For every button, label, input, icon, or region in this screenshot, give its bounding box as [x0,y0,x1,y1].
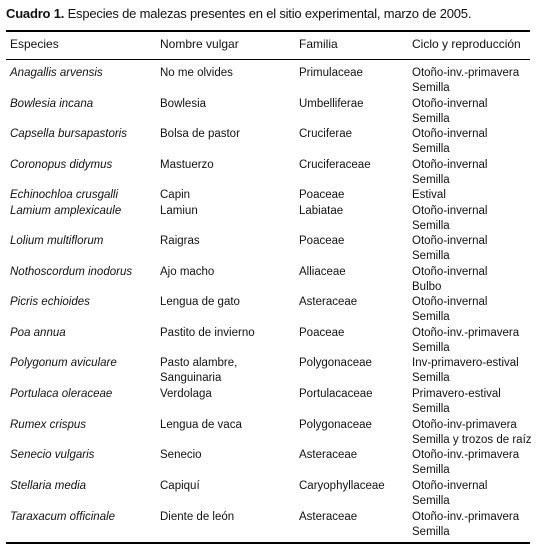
cycle-line: Semilla [412,342,450,354]
common-name-cell [160,127,240,142]
common-name-line: Mastuerzo [160,159,214,171]
cycle-cell [412,326,519,356]
common-name-line: Raigras [160,235,200,247]
cycle-line: Otoño-invernal [412,98,488,110]
species-cell: Capsella bursapastoris [10,128,127,140]
family-cell: Asteraceae [299,296,358,308]
cycle-line: Otoño-inv.-primavera [412,327,520,339]
cycle-line: Semilla y trozos de raíz [412,434,532,446]
cycle-line: Semilla [412,403,450,415]
cycle-line: Semilla [412,526,450,538]
cycle-line: Semilla [412,220,450,232]
cycle-line: Bulbo [412,281,442,293]
common-name-line: Capiquí [160,480,200,492]
cycle-line: Semilla [412,113,450,125]
cycle-line: Primavero-estival [412,388,501,400]
species-cell: Bowlesia incana [10,98,94,110]
cycle-cell [412,448,519,478]
common-name-cell [160,97,206,112]
family-cell: Poaceae [299,235,345,247]
common-name-cell [160,158,214,173]
species-cell: Poa annua [10,327,66,339]
cycle-line: Otoño-invernal [412,128,488,140]
header-familia: Familia [299,37,338,51]
species-cell: Coronopus didymus [10,159,113,171]
family-cell: Cruciferaceae [299,159,371,171]
cycle-cell [412,418,532,448]
common-name-cell [160,234,200,249]
species-cell: Picris echioides [10,296,90,308]
species-cell: Portulaca oleraceae [10,388,113,400]
common-name-cell [160,188,190,203]
species-cell: Stellaria media [10,480,87,492]
cycle-cell [412,158,487,188]
common-name-line: Pasto alambre, [160,357,238,369]
cycle-line: Otoño-invernal [412,480,488,492]
family-cell: Primulaceae [299,67,363,79]
cycle-line: Semilla [412,372,450,384]
family-cell: Poaceae [299,189,345,201]
family-cell: Cruciferae [299,128,353,140]
cycle-cell [412,265,487,295]
cycle-cell [412,510,519,540]
species-cell: Lamium amplexicaule [10,205,122,217]
common-name-line: Sanguinaria [160,372,222,384]
caption-text: Especies de malezas presentes en el sitio experimental, marzo de 2005. [64,6,472,21]
cycle-line: Semilla [412,250,450,262]
common-name-line: Bolsa de pastor [160,128,240,140]
family-cell: Polygonaceae [299,357,372,369]
family-cell: Asteraceae [299,449,358,461]
cycle-cell [412,387,501,417]
cycle-line: Otoño-invernal [412,205,488,217]
common-name-line: Ajo macho [160,266,215,278]
common-name-cell [160,326,255,341]
cycle-line: Semilla [412,464,450,476]
cycle-cell [412,479,487,509]
species-cell: Polygonum aviculare [10,357,117,369]
cycle-line: Otoño-inv.-primavera [412,511,520,523]
common-name-cell [160,204,198,219]
family-cell: Umbelliferae [299,98,364,110]
cycle-cell [412,234,487,264]
cycle-line: Otoño-invernal [412,235,488,247]
common-name-line: Lamiun [160,205,198,217]
common-name-line: No me olvides [160,67,233,79]
common-name-line: Bowlesia [160,98,207,110]
table-caption [6,6,536,22]
header-ciclo: Ciclo y reproducción [412,37,521,51]
cycle-line: Otoño-invernal [412,159,488,171]
caption-label: Cuadro 1. [6,6,65,21]
common-name-cell [160,295,240,310]
species-cell: Senecio vulgaris [10,449,95,461]
family-cell: Polygonaceae [299,419,372,431]
cycle-cell [412,127,487,157]
family-cell: Asteraceae [299,511,358,523]
cycle-cell [412,356,519,386]
species-cell: Anagallis arvensis [10,67,103,79]
cycle-line: Otoño-inv.-primavera [412,449,520,461]
cycle-line: Otoño-invernal [412,266,488,278]
common-name-cell [160,448,202,463]
cycle-line: Inv-primavero-estival [412,357,519,369]
top-rule [6,30,530,32]
common-name-line: Capin [160,189,191,201]
species-cell: Echinochloa crusgalli [10,189,119,201]
species-cell: Lolium multiflorum [10,235,104,247]
cycle-line: Semilla [412,174,450,186]
family-cell: Poaceae [299,327,345,339]
cycle-cell [412,204,487,234]
family-cell: Alliaceae [299,266,346,278]
cycle-line: Otoño-inv.-primavera [412,67,520,79]
cycle-line: Otoño-invernal [412,296,488,308]
common-name-line: Pastito de invierno [160,327,255,339]
common-name-cell [160,265,214,280]
cycle-line: Semilla [412,82,450,94]
header-nombre-vulgar: Nombre vulgar [160,37,239,51]
common-name-cell [160,66,233,81]
common-name-line: Lengua de vaca [160,419,242,431]
header-rule [6,59,530,60]
common-name-line: Diente de león [160,511,235,523]
cycle-line: Otoño-inv-primavera [412,419,517,431]
common-name-line: Senecio [160,449,202,461]
common-name-cell [160,387,212,402]
cycle-cell [412,295,487,325]
common-name-cell [160,356,237,386]
bottom-rule [6,542,530,544]
common-name-cell [160,479,200,494]
cycle-line: Estival [412,189,446,201]
cycle-line: Semilla [412,311,450,323]
cycle-cell [412,188,446,203]
header-especies: Especies [10,37,59,51]
common-name-cell [160,510,234,525]
species-cell: Rumex crispus [10,419,87,431]
cycle-line: Semilla [412,143,450,155]
family-cell: Caryophyllaceae [299,480,385,492]
family-cell: Labiatae [299,205,344,217]
family-cell: Portulacaceae [299,388,373,400]
cycle-cell [412,97,487,127]
species-cell: Taraxacum officinale [10,511,116,523]
common-name-line: Lengua de gato [160,296,240,308]
common-name-cell [160,418,242,433]
cycle-line: Semilla [412,495,450,507]
cycle-cell [412,66,519,96]
species-cell: Nothoscordum inodorus [10,266,133,278]
common-name-line: Verdolaga [160,388,212,400]
